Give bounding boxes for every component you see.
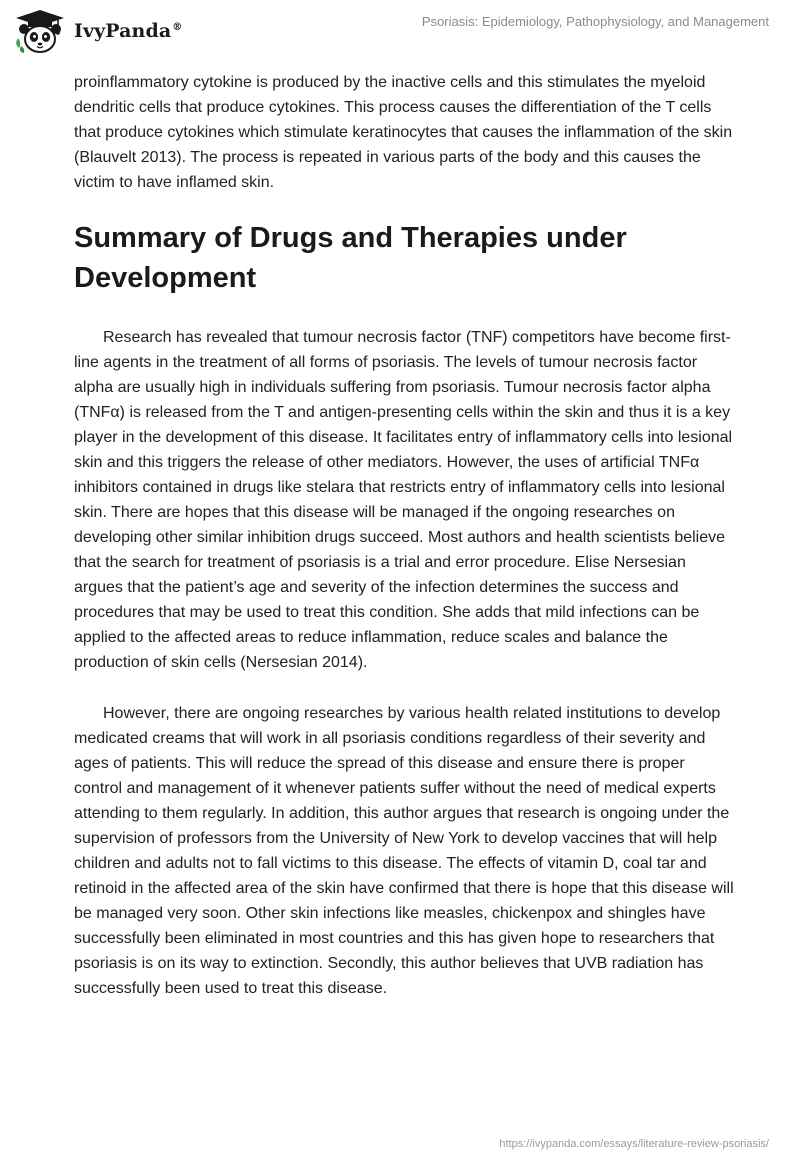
essay-content: [74, 70, 734, 1001]
page-header: [0, 0, 800, 64]
logo-wordmark: IvyPanda®: [74, 20, 183, 42]
panda-graduate-icon: [14, 8, 66, 54]
document-title: Psoriasis: Epidemiology, Pathophysiology, and Management: [421, 14, 769, 29]
body-paragraph-1: Research has revealed that tumour necrosis factor (TNF) competitors have become first-line agents in the treatment of all forms of psoriasis. The levels of tumour necrosis factor alpha are usually high in individuals suffering from psoriasis. Tumour necrosis factor alpha (TNFα) is released from the T and antigen-presenting cells within the skin and thus it is a key player in the development of this disease. It facilitates entry of inflammatory cells into lesional skin and this triggers the release of other mediators. However, the uses of artificial TNFα inhibitors contained in drugs like stelara that restricts entry of inflammatory cells into lesional skin. There are hopes that this disease will be managed if the ongoing researches on developing other similar inhibition drugs succeed. Most authors and health scientists believe that the search for treatment of psoriasis is a trial and error procedure. Elise Nersesian argues that the patient’s age and severity of the infection determines the success and procedures that may be used to treat this condition. She adds that mild infections can be applied to the affected areas to reduce inflammation, reduce scales and balance the production of skin cells (Nersesian 2014).: [74, 329, 733, 671]
section-heading: Summary of Drugs and Therapies under Development: [74, 222, 627, 294]
ivypanda-logo[interactable]: [14, 8, 182, 54]
paragraph-gap: [74, 675, 734, 701]
intro-paragraph: proinflammatory cytokine is produced by the inactive cells and this stimulates the myeloid dendritic cells that produce cytokines. This process causes the differentiation of the T cells that produce cytokines which stimulate keratinocytes that causes the inflammation of the skin (Blauvelt 2013). The process is repeated in various parts of the body and this causes the victim to have inflamed skin.: [74, 74, 733, 191]
source-url[interactable]: https://ivypanda.com/essays/literature-review-psoriasis/: [499, 1138, 769, 1150]
body-paragraph-2: However, there are ongoing researches by various health related institutions to develop medicated creams that will work in all psoriasis conditions regardless of their severity and ages of patients. This will reduce the spread of this disease and ensure there is proper control and management of it whenever patients suffer without the need of medical experts attending to them regularly. In addition, this author argues that research is ongoing under the supervision of professors from the University of New York to develop vaccines that will help children and adults not to fall victims to this disease. The effects of vitamin D, coal tar and retinoid in the affected area of the skin have confirmed that there is hope that this disease will be managed very soon. Other skin infections like measles, chickenpox and shingles have successfully been eliminated in most countries and this has given hope to researchers that psoriasis is on its way to extinction. Secondly, this author believes that UVB radiation has successfully been used to treat this disease.: [74, 705, 734, 997]
